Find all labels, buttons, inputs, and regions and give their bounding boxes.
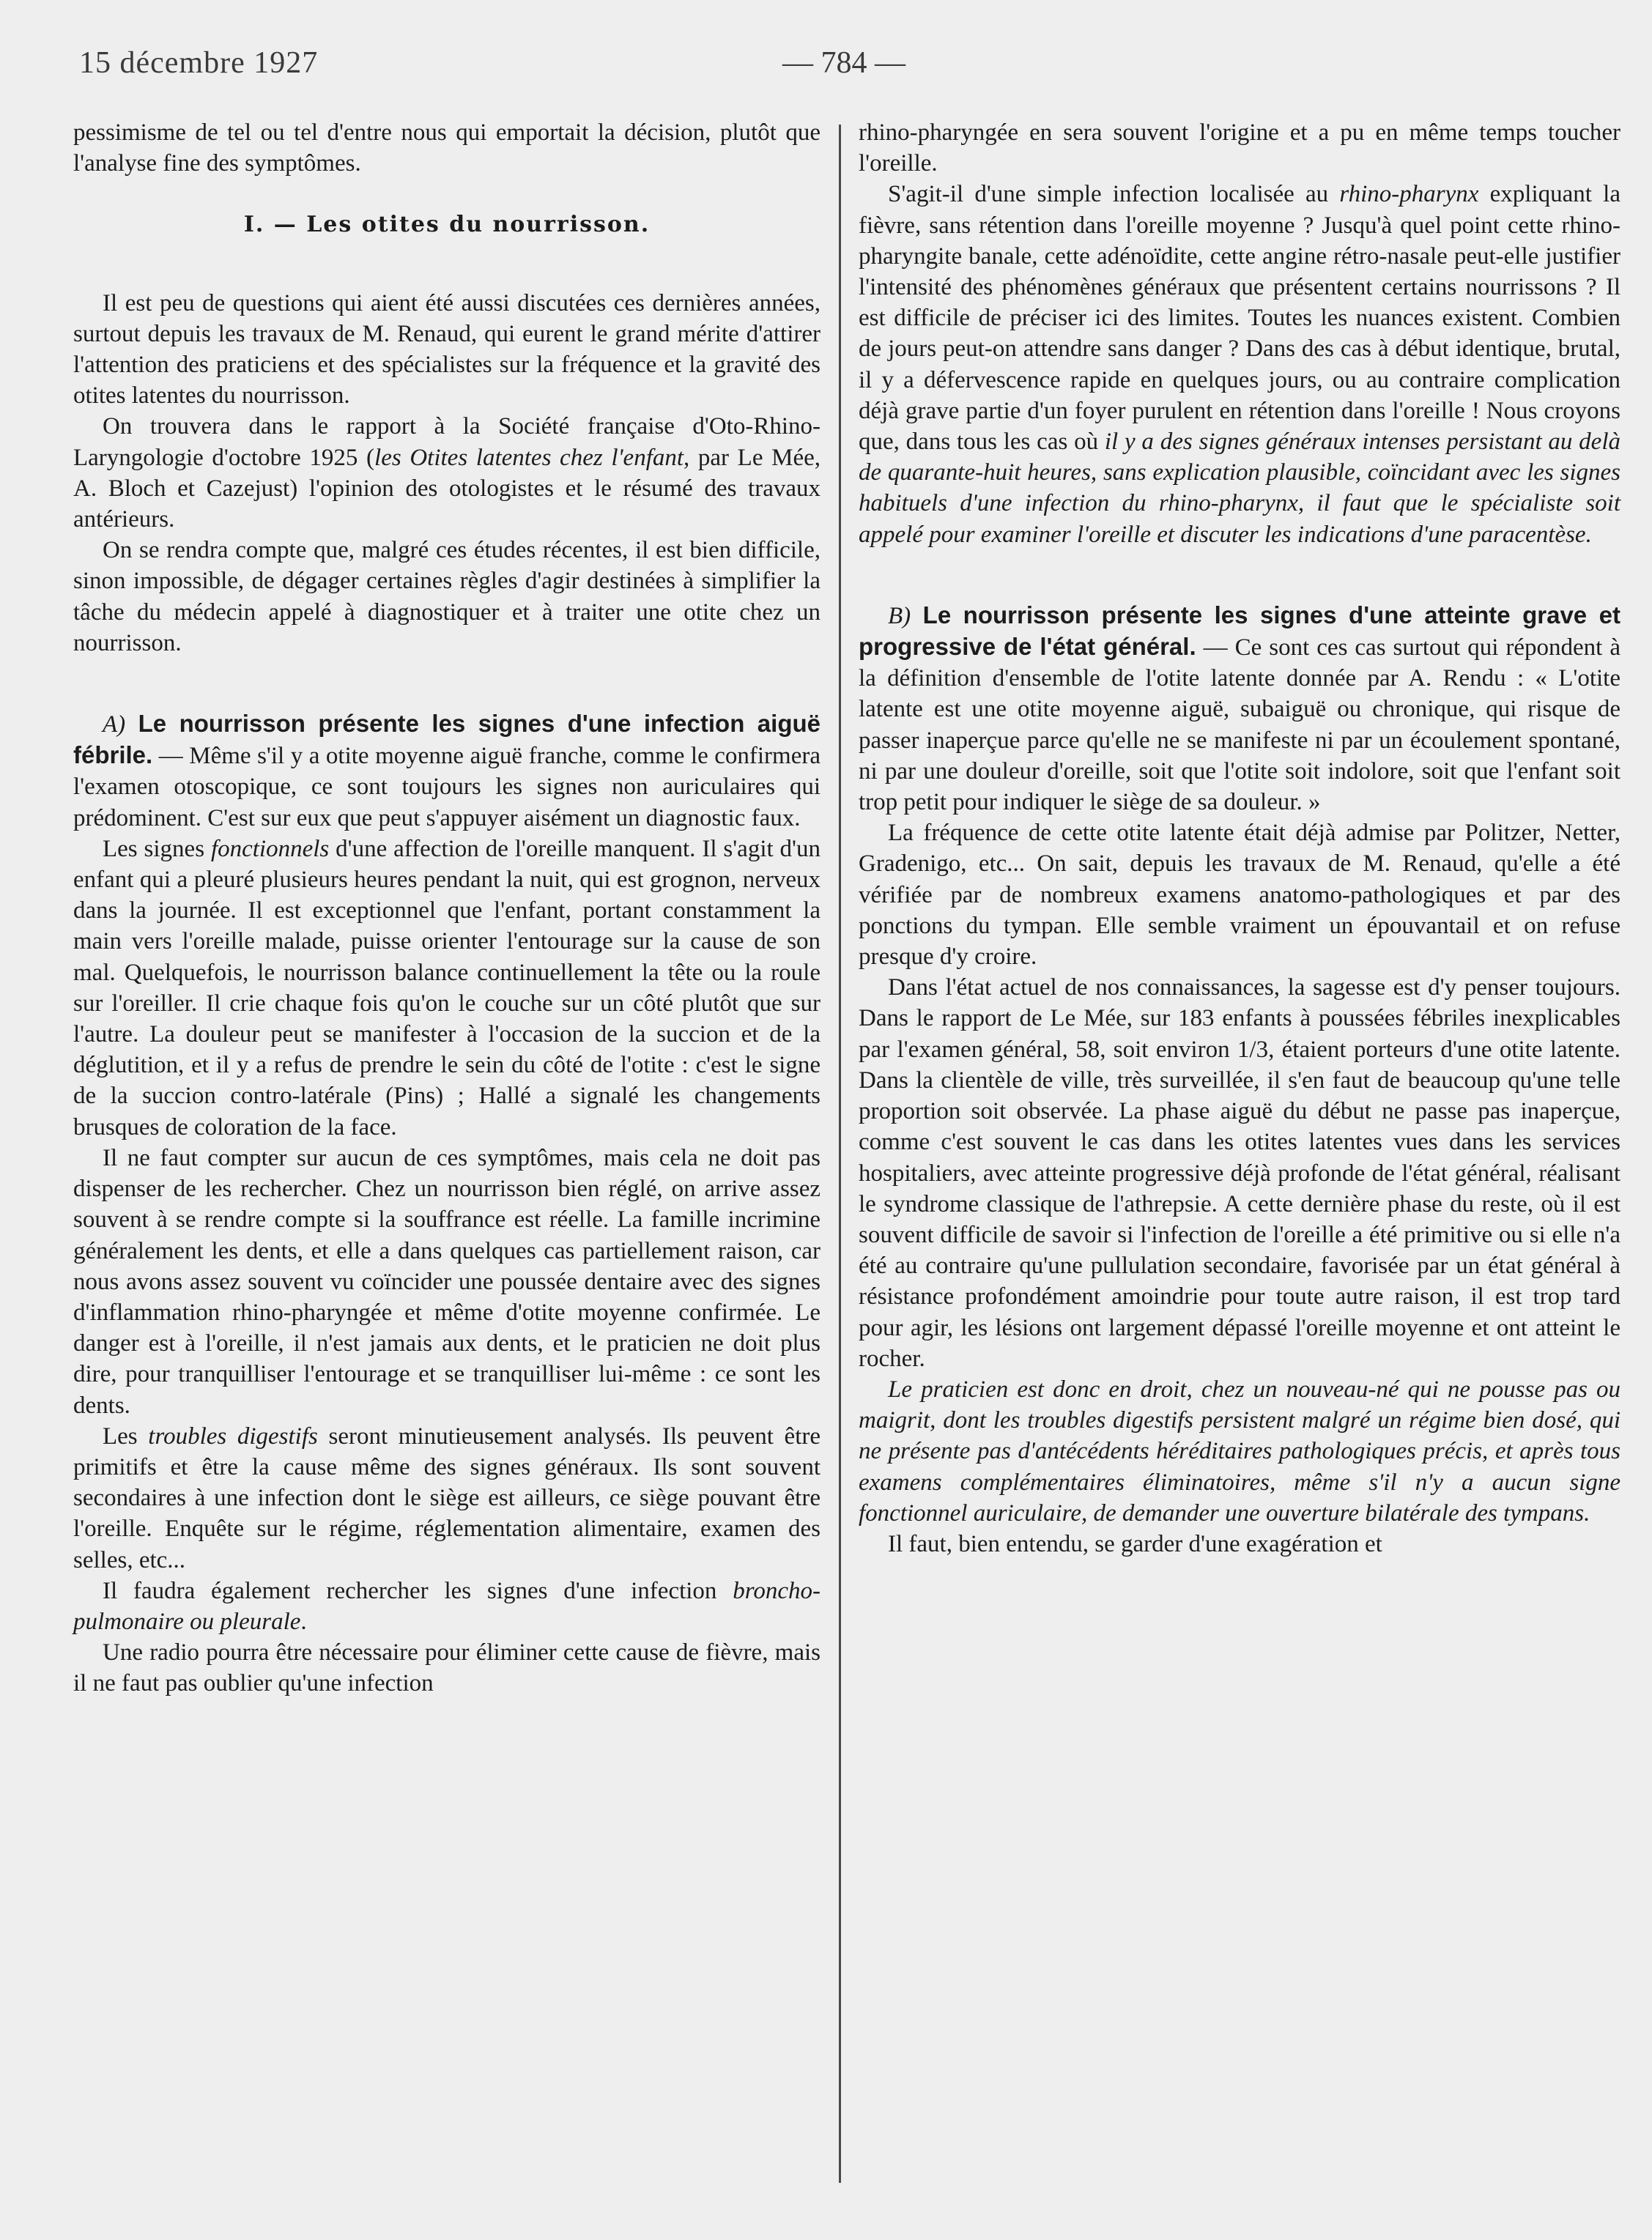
left-column xyxy=(73,117,821,1699)
paragraph xyxy=(73,834,821,1143)
right-column xyxy=(859,117,1620,1560)
text-run: S'agit-il d'une simple infection localisée au xyxy=(888,181,1340,208)
italic-run: les Otites latentes chez l'enfant xyxy=(374,444,684,471)
paragraph xyxy=(73,411,821,535)
italic-run: broncho-pulmonaire ou pleurale xyxy=(73,1577,821,1635)
subsection-heading: Le nourrisson présente les signes d'une infection aiguë fébrile. xyxy=(73,710,821,769)
paragraph: Dans l'état actuel de nos connaissances, la sagesse est d'y penser toujours. Dans le rapport de Le Mée, sur 183 enfants à poussées fébriles inexplicables par l'examen général, 58, soit environ 1/3, étaient porteurs d'une otite latente. Dans la clientèle de ville, très surveillée, il s'en faut de beaucoup qu'une telle proportion soit observée. La phase aiguë du début ne passe pas inaperçue, comme c'est souvent le cas dans les otites latentes vues dans les services hospitaliers, avec atteinte progressive déjà profonde de l'état général, réalisant le syndrome classique de l'athrepsie. A cette dernière phase du reste, où il est souvent difficile de savoir si l'infection de l'oreille a été primitive ou si elle n'a été au contraire qu'une pullulation secondaire, favorisée par un état général à résistance profondément amoindrie pour toute autre raison, il est trop tard pour agir, les lésions ont largement dépassé l'oreille moyenne et ont atteint le rocher. xyxy=(859,974,1620,1372)
section-title: I. — Les otites du nourrisson. xyxy=(243,212,651,238)
text-run: expliquant la fièvre, sans rétention dans l'oreille moyenne ? Jusqu'à quel point cette rhino-pharyngite banale, cette adénoïdite, cette angine rétro-nasale peut-elle justifier l'intensité des phénomènes généraux que présentent certains nourrissons ? Il est difficile de préciser ici des limites. Toutes les nuances existent. Combien de jours peut-on attendre sans danger ? Dans des cas à début identique, brutal, il y a défervescence rapide en quelques jours, ou au contraire complication déjà grave partie d'un foyer purulent en rétention dans l'oreille ! Nous croyons que, dans tous les cas où xyxy=(859,181,1620,456)
subsection-heading: Le nourrisson présente les signes d'une atteinte grave et progressive de l'état général. xyxy=(859,601,1620,661)
text-run: — Ce sont ces cas surtout qui répondent à la définition d'ensemble de l'otite latente donnée par A. Rendu : « L'otite latente est une otite moyenne aiguë, subaiguë ou chronique, qui risque de passer inaperçue parce qu'elle ne se manifeste ni par un écoulement spontané, ni par une douleur d'oreille, soit que l'otite soit indolore, soit que l'enfant soit trop petit pour indiquer le siège de sa douleur. » xyxy=(859,634,1620,816)
paragraph: Une radio pourra être nécessaire pour éliminer cette cause de fièvre, mais il ne faut pas oublier qu'une infection xyxy=(73,1639,821,1697)
paragraph: rhino-pharyngée en sera souvent l'origine et a pu en même temps toucher l'oreille. xyxy=(859,119,1620,177)
italic-run: troubles digestifs xyxy=(148,1423,318,1450)
page-number: — 784 — xyxy=(782,46,905,80)
text-run: , par Le Mée, A. Bloch et Cazejust) l'opinion des otologistes et le résumé des travaux antérieurs. xyxy=(73,444,821,533)
paragraph xyxy=(859,179,1620,549)
paragraph: pessimisme de tel ou tel d'entre nous qui emportait la décision, plutôt que l'analyse fine des symptômes. xyxy=(73,119,821,177)
text-run: On trouvera dans le rapport à la Société française d'Oto-Rhino-Laryngologie d'octobre 1925 ( xyxy=(73,413,821,471)
paragraph xyxy=(859,1374,1620,1529)
text-run: . xyxy=(300,1608,307,1635)
paragraph: Il ne faut compter sur aucun de ces symptômes, mais cela ne doit pas dispenser de les rechercher. Chez un nourrisson bien réglé, on arrive assez souvent à se rendre compte si la souffrance est réelle. La famille incrimine généralement les dents, et elle a dans quelques cas partiellement raison, car nous avons assez souvent vu coïncider une poussée dentaire avec des signes d'inflammation rhino-pharyngée et même d'otite moyenne confirmée. Le danger est à l'oreille, il n'est jamais aux dents, et le praticien ne doit plus dire, pour tranquilliser l'entourage et se tranquilliser lui-même : ce sont les dents. xyxy=(73,1144,821,1419)
page-header xyxy=(79,45,1573,89)
subsection-b xyxy=(859,600,1620,817)
text-run: Il faudra également rechercher les signes d'une infection xyxy=(103,1577,733,1604)
text-run: — Même s'il y a otite moyenne aiguë franche, comme le confirmera l'examen otoscopique, ce sont toujours les signes non auriculaires qui prédominent. C'est sur eux que peut s'appuyer aisément un diagnostic faux. xyxy=(73,743,821,831)
italic-run: Le praticien est donc en droit, chez un nouveau-né qui ne pousse pas ou maigrit, dont les troubles digestifs persistent malgré un régime bien dosé, qui ne présente pas d'antécédents héréditaires pathologiques précis, et après tous examens complémentaires éliminatoires, même s'il n'y a aucun signe fonctionnel auriculaire, de demander une ouverture bilatérale des tympans. xyxy=(859,1376,1620,1527)
italic-run: il y a des signes généraux intenses persistant au delà de quarante-huit heures, sans explication plausible, coïncidant avec les signes habituels d'une infection du rhino-pharynx, il faut que le spécialiste soit appelé pour examiner l'oreille et discuter les indications d'une paracentèse. xyxy=(859,429,1620,548)
text-run: d'une affection de l'oreille manquent. Il s'agit d'un enfant qui a pleuré plusieurs heures pendant la nuit, qui est grognon, nerveux dans la journée. Il est exceptionnel que l'enfant, portant constamment la main vers l'oreille malade, puisse orienter l'entourage sur la cause de son mal. Quelquefois, le nourrisson balance continuellement la tête ou la roule sur l'oreiller. Il crie chaque fois qu'on le couche sur un côté plutôt que sur l'autre. La douleur peut se manifester à l'occasion de la succion et de la déglutition, et il y a refus de prendre le sein du côté de l'otite : c'est le signe de la succion contro-latérale (Pins) ; Hallé a signalé les changements brusques de coloration de la face. xyxy=(73,835,821,1141)
paragraph xyxy=(73,1576,821,1637)
paragraph xyxy=(73,1421,821,1576)
issue-date: 15 décembre 1927 xyxy=(79,46,319,80)
italic-run: rhino-pharynx xyxy=(1339,181,1479,208)
subsection-a xyxy=(73,708,821,834)
subsection-letter: B) xyxy=(888,602,911,629)
subsection-letter: A) xyxy=(103,711,126,738)
text-run: seront minutieusement analysés. Ils peuvent être primitifs et être la cause même des signes généraux. Ils sont souvent secondaires à une infection dont le siège est ailleurs, ce siège pouvant être l'oreille. Enquête sur le régime, réglementation alimentaire, examen des selles, etc... xyxy=(73,1423,821,1573)
paragraph: Il faut, bien entendu, se garder d'une exagération et xyxy=(888,1530,1382,1557)
italic-run: fonctionnels xyxy=(210,835,330,862)
paragraph: La fréquence de cette otite latente était déjà admise par Politzer, Netter, Gradenigo, etc... On sait, depuis les travaux de M. Renaud, qu'elle a été vérifiée par de nombreux examens anatomo-pathologiques et par des ponctions du tympan. Elle semble vraiment un épouvantail et on refuse presque d'y croire. xyxy=(859,820,1620,971)
paragraph: Il est peu de questions qui aient été aussi discutées ces dernières années, surtout depuis les travaux de M. Renaud, qui eurent le grand mérite d'attirer l'attention des praticiens et des spécialistes sur la fréquence et la gravité des otites latentes du nourrisson. xyxy=(73,289,821,409)
column-divider xyxy=(839,125,841,2183)
text-run: Les xyxy=(103,1423,149,1450)
text-run: Les signes xyxy=(103,835,211,862)
paragraph: On se rendra compte que, malgré ces études récentes, il est bien difficile, sinon impossible, de dégager certaines règles d'agir destinées à simplifier la tâche du médecin appelé à diagnostiquer et à traiter une otite chez un nourrisson. xyxy=(73,537,821,656)
